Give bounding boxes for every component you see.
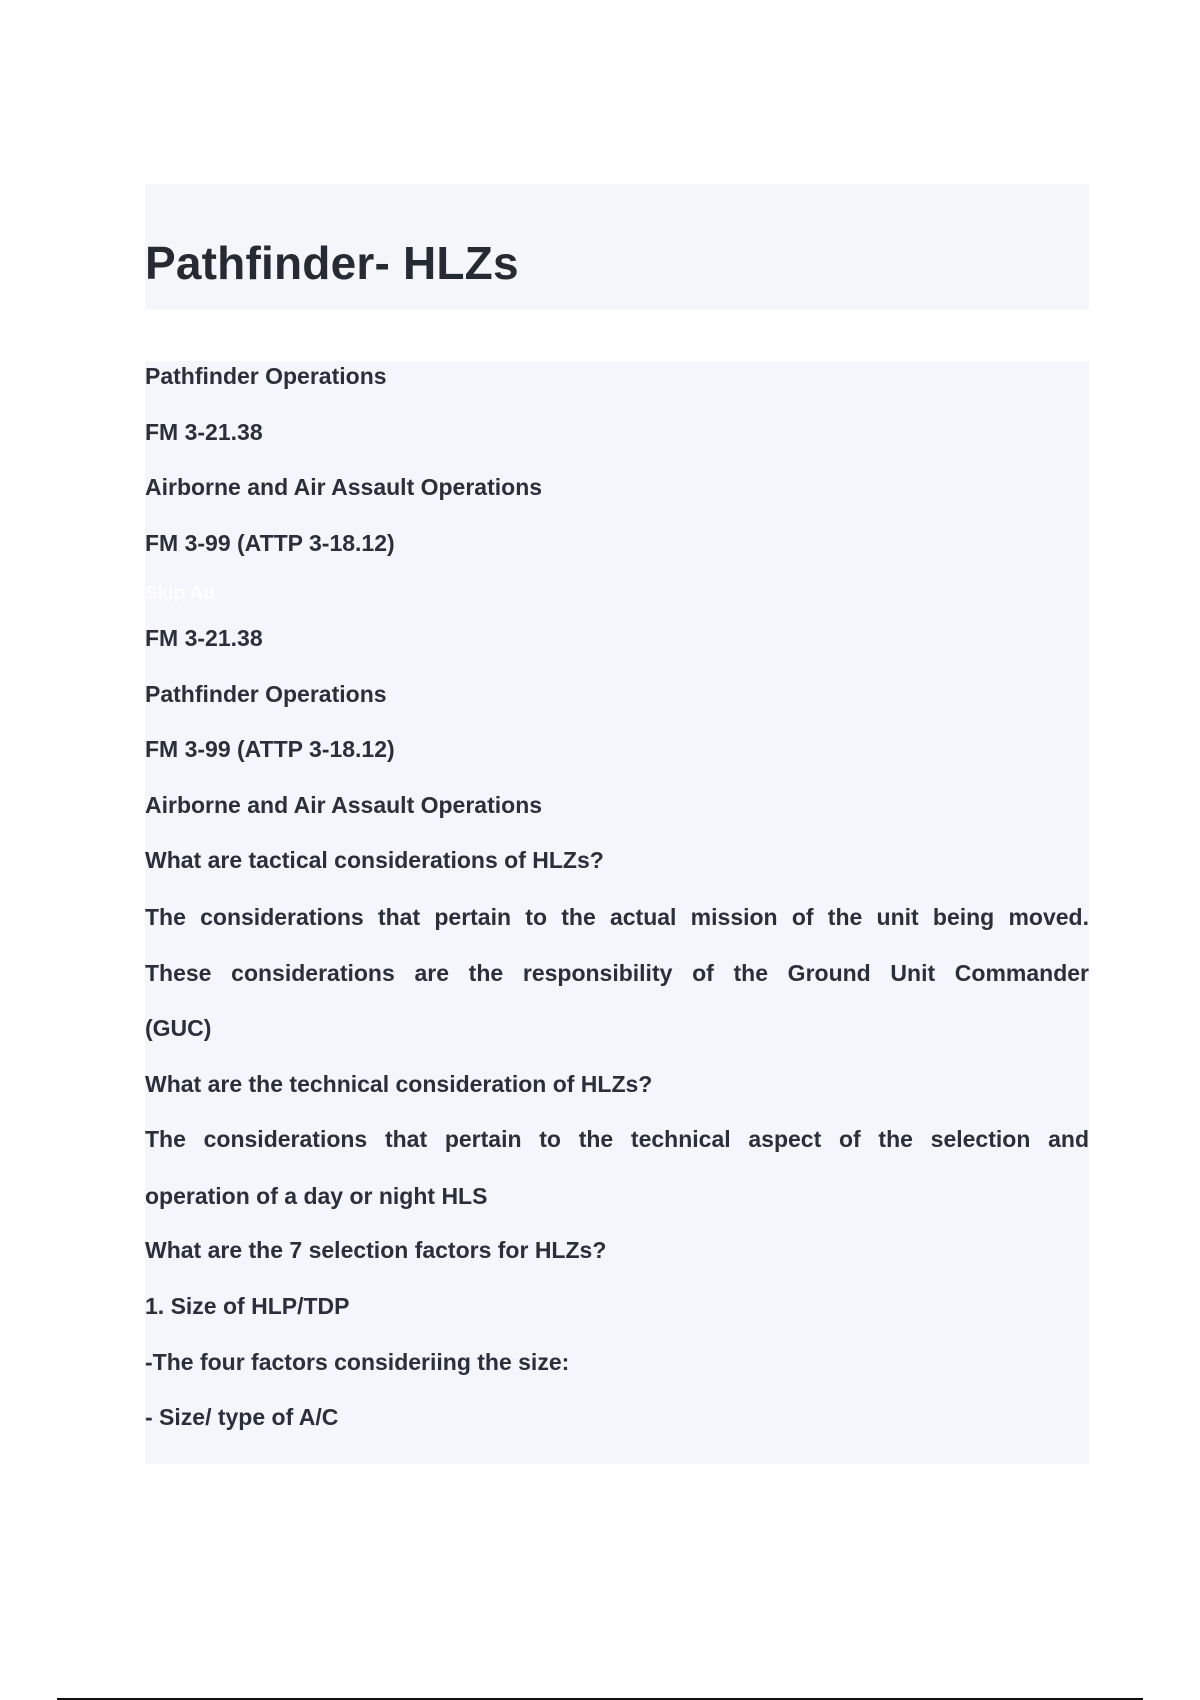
question: What are tactical considerations of HLZs?: [145, 847, 604, 873]
question: What are the 7 selection factors for HLZs?: [145, 1237, 607, 1263]
text-line: FM 3-21.38: [145, 625, 263, 651]
answer-line: These considerations are the responsibility of the Ground Unit Commander: [145, 960, 1089, 986]
faint-overlay-text: Skip Au: [145, 583, 216, 604]
answer-line: operation of a day or night HLS: [145, 1183, 488, 1209]
answer-line: The considerations that pertain to the technical aspect of the selection and: [145, 1126, 1089, 1152]
text-line: Pathfinder Operations: [145, 363, 387, 389]
text-line: Airborne and Air Assault Operations: [145, 792, 543, 818]
page-title: Pathfinder- HLZs: [145, 237, 519, 289]
list-item: 1. Size of HLP/TDP: [145, 1293, 350, 1319]
text-line: FM 3-99 (ATTP 3-18.12): [145, 530, 395, 556]
text-line: Pathfinder Operations: [145, 681, 387, 707]
answer-line: The considerations that pertain to the actual mission of the unit being moved.: [145, 904, 1089, 930]
list-item: - Size/ type of A/C: [145, 1404, 339, 1430]
question: What are the technical consideration of HLZs?: [145, 1071, 653, 1097]
text-line: Airborne and Air Assault Operations: [145, 474, 543, 500]
list-item: -The four factors consideriing the size:: [145, 1349, 570, 1375]
answer-line: (GUC): [145, 1015, 212, 1041]
text-line: FM 3-99 (ATTP 3-18.12): [145, 736, 395, 762]
text-line: FM 3-21.38: [145, 419, 263, 445]
